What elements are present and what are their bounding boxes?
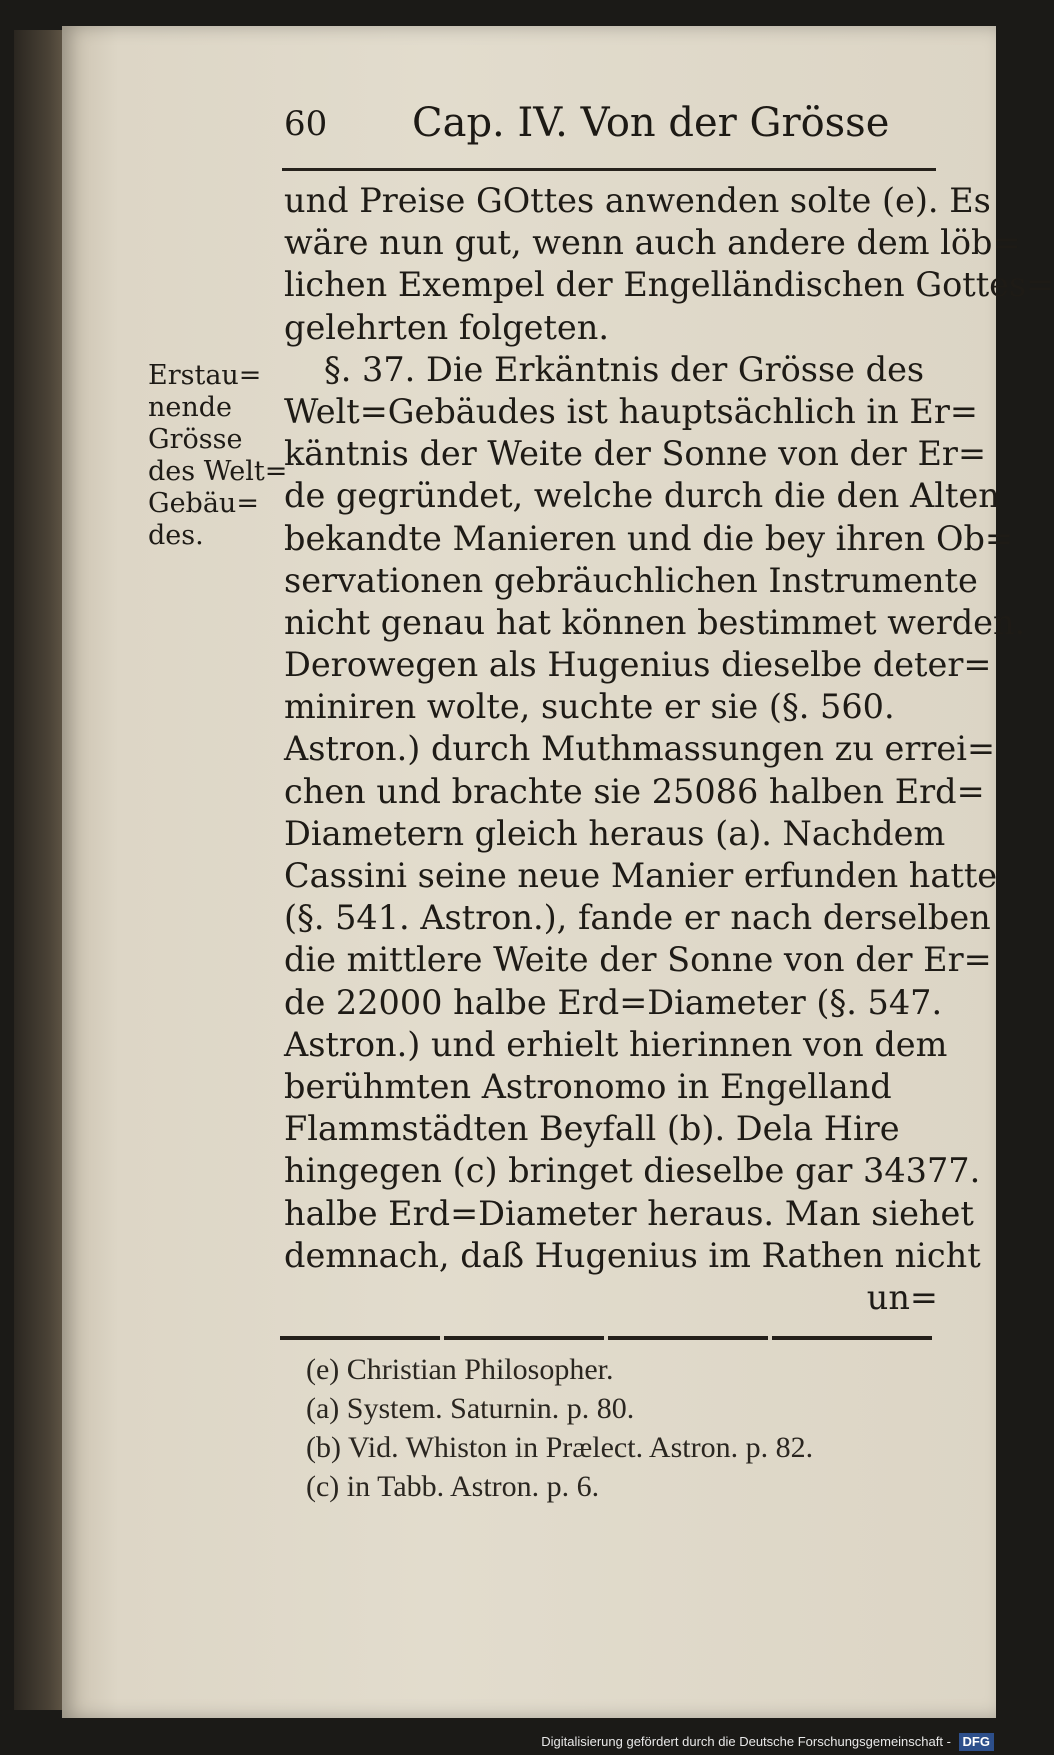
- text-line: miniren wolte, suchte er sie (§. 560.: [284, 687, 895, 727]
- text-line: halbe Erd=Diameter heraus. Man siehet: [284, 1193, 974, 1233]
- text-line: und Preise GOttes anwenden solte (e). Es: [284, 181, 991, 220]
- marginal-note-line: Erstau=: [148, 360, 262, 391]
- footnote: (e) Christian Philosopher.: [306, 1353, 614, 1386]
- catchword: un=: [866, 1277, 938, 1317]
- text-line: gelehrten folgeten.: [284, 307, 609, 347]
- marginal-note: [148, 360, 288, 552]
- text-line: bekandte Manieren und die bey ihren Ob=: [284, 518, 1014, 558]
- section-heading-line: §. 37. Die Erkäntnis der Grösse des: [324, 349, 925, 389]
- marginal-note-line: nende: [148, 392, 233, 423]
- marginal-note-line: des.: [148, 520, 204, 551]
- body-text: [284, 180, 1054, 1319]
- text-line: (§. 541. Astron.), fande er nach derselben: [284, 898, 991, 938]
- text-line: Derowegen als Hugenius dieselbe deter=: [284, 645, 992, 685]
- text-line: servationen gebräuchlichen Instrumente: [284, 560, 978, 600]
- text-line: chen und brachte sie 25086 halben Erd=: [284, 771, 985, 811]
- footnote: (b) Vid. Whiston in Prælect. Astron. p. 82.: [306, 1431, 814, 1464]
- footnotes: [306, 1350, 946, 1506]
- marginal-note-line: Grösse: [148, 424, 243, 455]
- text-line: de gegründet, welche durch die den Alten: [284, 476, 1000, 516]
- text-line: nicht genau hat können bestimmet werden.: [284, 602, 1026, 642]
- dfg-logo: DFG: [959, 1733, 994, 1751]
- footnote: (c) in Tabb. Astron. p. 6.: [306, 1470, 600, 1503]
- text-line: Astron.) und erhielt hierinnen von dem: [284, 1024, 948, 1064]
- running-head: Cap. IV. Von der Grösse: [412, 100, 890, 146]
- text-line: hingegen (c) bringet dieselbe gar 34377.: [284, 1151, 981, 1191]
- digitization-credit: [541, 1731, 994, 1753]
- text-line: demnach, daß Hugenius im Rathen nicht: [284, 1235, 981, 1275]
- footnote: (a) System. Saturnin. p. 80.: [306, 1392, 635, 1425]
- header-rule: [282, 168, 936, 171]
- text-line: lichen Exempel der Engelländischen Gottes=: [284, 265, 1054, 305]
- text-line: Welt=Gebäudes ist hauptsächlich in Er=: [284, 391, 978, 431]
- credit-text: Digitalisierung gefördert durch die Deutsche Forschungsgemeinschaft -: [541, 1734, 951, 1749]
- text-line: berühmten Astronomo in Engelland: [284, 1066, 892, 1106]
- text-line: Astron.) durch Muthmassungen zu errei=: [284, 729, 996, 769]
- marginal-note-line: Gebäu=: [148, 488, 259, 519]
- page-header: [284, 100, 890, 160]
- page-number: 60: [284, 104, 328, 144]
- text-line: Flammstädten Beyfall (b). Dela Hire: [284, 1109, 900, 1149]
- text-line: käntnis der Weite der Sonne von der Er=: [284, 434, 987, 474]
- footnote-rule: [280, 1336, 934, 1340]
- text-line: Cassini seine neue Manier erfunden hatte: [284, 856, 998, 895]
- text-line: die mittlere Weite der Sonne von der Er=: [284, 940, 992, 980]
- text-line: Diametern gleich heraus (a). Nachdem: [284, 813, 946, 853]
- text-line: wäre nun gut, wenn auch andere dem löb=: [284, 223, 1021, 263]
- marginal-note-line: des Welt=: [148, 456, 288, 487]
- text-line: de 22000 halbe Erd=Diameter (§. 547.: [284, 982, 943, 1022]
